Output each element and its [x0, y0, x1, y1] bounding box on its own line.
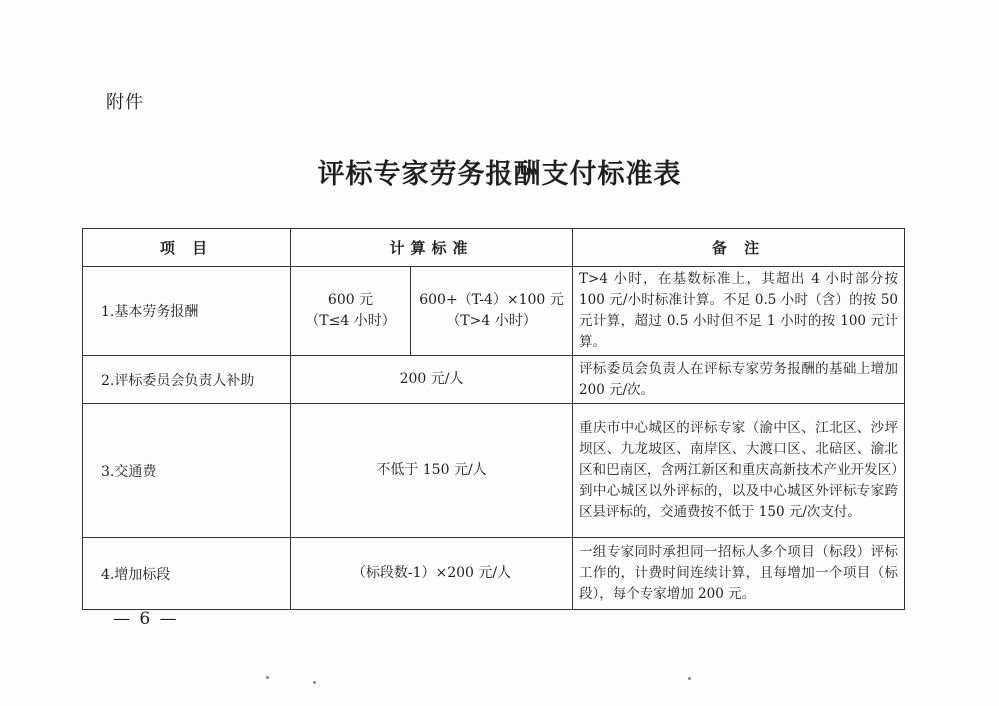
- annex-label: 附件: [106, 92, 144, 113]
- row-standard-a: [291, 267, 411, 356]
- scan-speck: [313, 681, 316, 684]
- row-note: 评标委员会负责人在评标专家劳务报酬的基础上增加 200 元/次。: [573, 356, 905, 404]
- header-note: 备 注: [573, 229, 905, 267]
- row-standard-b: [411, 267, 573, 356]
- scan-speck: [688, 677, 691, 680]
- header-standard: 计算标准: [291, 229, 573, 267]
- fee-standard-table: [82, 228, 905, 610]
- document-title: 评标专家劳务报酬支付标准表: [317, 159, 682, 190]
- standard-a-value: 600 元: [327, 292, 374, 308]
- header-item: 项 目: [83, 229, 291, 267]
- row-item-label: 4.增加标段: [83, 538, 291, 610]
- row-item-label: 3.交通费: [83, 404, 291, 538]
- table-header-row: [83, 229, 905, 267]
- row-item-label: 1.基本劳务报酬: [83, 267, 291, 356]
- standard-a-condition: （T≤4 小时）: [305, 313, 396, 329]
- row-note: T>4 小时，在基数标准上，其超出 4 小时部分按 100 元/小时标准计算。不足 0.5 小时（含）的按 50 元计算，超过 0.5 小时但不足 1 小时的按 100 元计算。: [573, 267, 905, 356]
- row-note: 重庆市中心城区的评标专家（渝中区、江北区、沙坪坝区、九龙坡区、南岸区、大渡口区、北碚区、渝北区和巴南区，含两江新区和重庆高新技术产业开发区）到中心城区以外评标的，以及中心城区外评标专家跨区县评标的，交通费按不低于 150 元/次支付。: [573, 404, 905, 538]
- page-number: — 6 —: [113, 609, 179, 629]
- row-standard: 200 元/人: [291, 356, 573, 404]
- row-item-label: 2.评标委员会负责人补助: [83, 356, 291, 404]
- row-note: 一组专家同时承担同一招标人多个项目（标段）评标工作的，计费时间连续计算，且每增加一个项目（标段），每个专家增加 200 元。: [573, 538, 905, 610]
- table-row: [83, 267, 905, 356]
- standard-b-condition: （T>4 小时）: [446, 313, 537, 329]
- row-standard: （标段数-1）×200 元/人: [291, 538, 573, 610]
- row-standard: 不低于 150 元/人: [291, 404, 573, 538]
- table-row: [83, 538, 905, 610]
- scan-speck: [266, 676, 269, 679]
- table-row: [83, 356, 905, 404]
- standard-b-value: 600+（T-4）×100 元: [419, 292, 564, 308]
- table-row: [83, 404, 905, 538]
